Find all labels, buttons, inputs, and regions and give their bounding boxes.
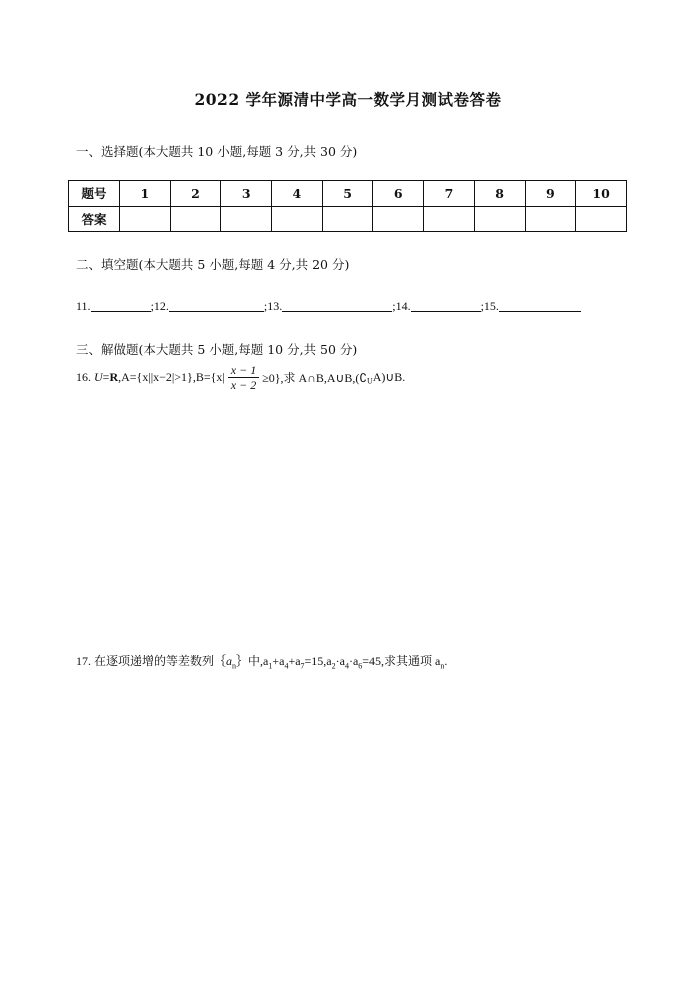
- q17-intro: 17. 在逐项递增的等差数列｛: [76, 654, 227, 668]
- fill-in-blanks: [76, 299, 581, 314]
- question-number: 5: [322, 181, 373, 207]
- question-number: 9: [525, 181, 576, 207]
- q16-equals: =: [102, 370, 110, 384]
- q16-complement-subscript: U: [366, 376, 373, 386]
- blank-label-13: ;13.: [263, 299, 283, 313]
- q17-sub: 1: [268, 661, 273, 671]
- q17-text: =15,a: [304, 654, 332, 668]
- question-17: [76, 652, 447, 670]
- answer-cell[interactable]: [170, 206, 221, 232]
- q17-sub: n: [440, 661, 445, 671]
- answer-row: [69, 206, 627, 232]
- blank-label-14: ;14.: [392, 299, 411, 313]
- question-number: 1: [120, 181, 171, 207]
- q16-frac-numerator: x − 1: [230, 363, 257, 377]
- blank-label-15: ;15.: [480, 299, 499, 313]
- q17-sub: 6: [358, 661, 363, 671]
- answer-table: [68, 180, 627, 232]
- question-number: 10: [576, 181, 627, 207]
- q17-sub: 7: [300, 661, 305, 671]
- q17-an: a: [226, 654, 233, 668]
- blank-line-11[interactable]: [91, 299, 151, 312]
- q17-text: ·a: [335, 654, 345, 668]
- q17-sub: 4: [284, 661, 289, 671]
- question-number: 8: [474, 181, 525, 207]
- q17-sub: 2: [331, 661, 336, 671]
- q16-universal-set: U: [94, 370, 103, 384]
- q16-frac-denominator: x − 2: [228, 377, 259, 392]
- blank-label-12: ;12.: [150, 299, 169, 313]
- row-header-answer: 答案: [69, 206, 120, 232]
- question-number: 6: [373, 181, 424, 207]
- answer-cell[interactable]: [221, 206, 272, 232]
- q17-text: =45,求其通项 a: [362, 654, 441, 668]
- section3-heading: 三、解做题(本大题共 5 小题,每题 10 分,共 50 分): [76, 342, 358, 357]
- question-number: 4: [272, 181, 323, 207]
- question-number: 3: [221, 181, 272, 207]
- blank-line-15[interactable]: [499, 299, 581, 312]
- row-header-question: 题号: [69, 181, 120, 207]
- q17-an-sub: n: [232, 661, 237, 671]
- q16-task-end: A)∪B.: [372, 370, 406, 384]
- blank-line-13[interactable]: [282, 299, 392, 312]
- question-number-row: [69, 181, 627, 207]
- answer-cell[interactable]: [272, 206, 323, 232]
- answer-cell[interactable]: [474, 206, 525, 232]
- blank-label-11: 11.: [76, 299, 91, 313]
- blank-line-14[interactable]: [411, 299, 481, 312]
- q17-sub: 4: [344, 661, 349, 671]
- answer-cell[interactable]: [424, 206, 475, 232]
- section1-heading: 一、选择题(本大题共 10 小题,每题 3 分,共 30 分): [76, 144, 358, 159]
- answer-cell[interactable]: [120, 206, 171, 232]
- q16-set-a: ,A={x||x−2|>1},B={x|: [118, 370, 225, 384]
- q17-text: ｝中,a: [236, 654, 269, 668]
- q16-task: ≥0},求 A∩B,A∪B,(∁: [262, 371, 367, 385]
- page-title: 2022 学年源清中学高一数学月测试卷答卷: [194, 90, 502, 109]
- answer-cell[interactable]: [576, 206, 627, 232]
- question-16: [76, 363, 405, 392]
- q17-text: .: [444, 654, 448, 668]
- answer-cell[interactable]: [322, 206, 373, 232]
- question-number: 7: [424, 181, 475, 207]
- section2-heading: 二、填空题(本大题共 5 小题,每题 4 分,共 20 分): [76, 257, 350, 272]
- q17-text: +a: [272, 654, 285, 668]
- q16-fraction: [228, 363, 259, 392]
- q16-number: 16.: [76, 370, 91, 384]
- answer-cell[interactable]: [525, 206, 576, 232]
- q17-text: ·a: [348, 654, 359, 668]
- q17-text: +a: [288, 654, 301, 668]
- blank-line-12[interactable]: [169, 299, 264, 312]
- q16-reals: R: [109, 370, 119, 384]
- answer-cell[interactable]: [373, 206, 424, 232]
- question-number: 2: [170, 181, 221, 207]
